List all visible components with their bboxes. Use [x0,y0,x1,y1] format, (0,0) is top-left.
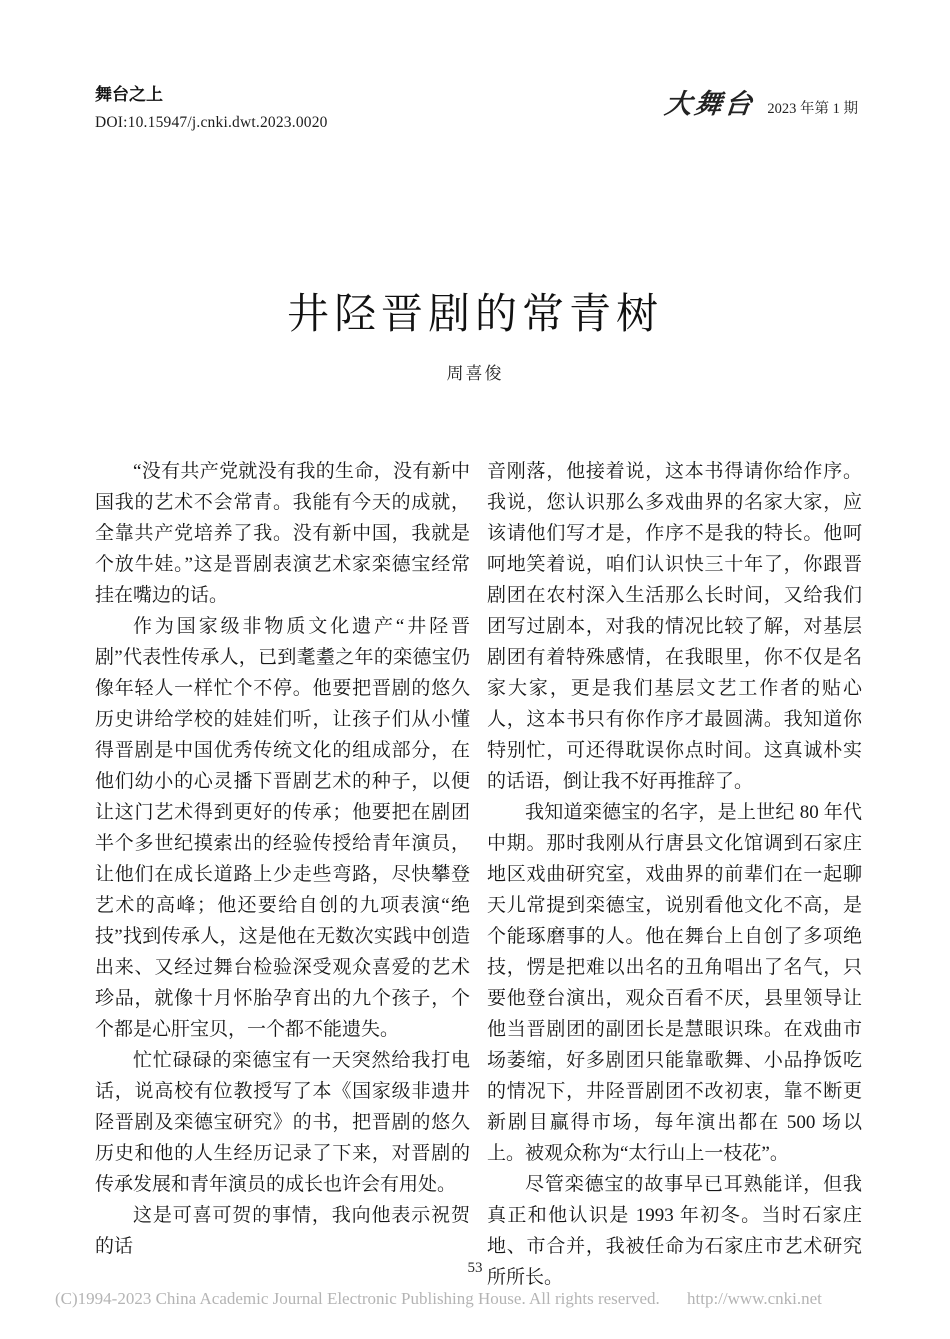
section-title: 舞台之上 [95,85,163,104]
article-body [95,456,862,1293]
page-number: 53 [467,1260,483,1276]
copyright-url: http://www.cnki.net [687,1289,822,1308]
paragraph: 尽管栾德宝的故事早已耳熟能详，但我真正和他认识是 1993 年初冬。当时石家庄地、市合并，我被任命为石家庄市艺术研究所所长。 [487,1174,862,1288]
page-header-right [665,82,858,121]
paragraph: 我知道栾德宝的名字，是上世纪 80 年代中期。那时我刚从行唐县文化馆调到石家庄地区戏曲研究室，戏曲界的前辈们在一起聊天儿常提到栾德宝，说别看他文化不高，是个能琢磨事的人。他在舞台上自创了多项绝技，愣是把难以出名的丑角唱出了名气，只要他登台演出，观众百看不厌，县里领导让他当晋剧团的副团长是慧眼识珠。在戏曲市场萎缩，好多剧团只能靠歌舞、小品挣饭吃的情况下，井陉晋剧团不改初衷，靠不断更新剧目赢得市场，每年演出都在 500 场以上。被观众称为“太行山上一枝花”。 [487,802,862,1164]
copyright-text: (C)1994-2023 China Academic Journal Electronic Publishing House. All rights reserved. [55,1289,660,1308]
paragraph: 音刚落，他接着说，这本书得请你给作序。我说，您认识那么多戏曲界的名家大家，应该请他们写才是，作序不是我的特长。他呵呵地笑着说，咱们认识快三十年了，你跟晋剧团在农村深入生活那么长时间，又给我们团写过剧本，对我的情况比较了解，对基层剧团有着特殊感情，在我眼里，你不仅是名家大家，更是我们基层文艺工作者的贴心人，这本书只有你作序才最圆满。我知道你特别忙，可还得耽误你点时间。这真诚朴实的话语，倒让我不好再推辞了。 [487,461,862,792]
page-header-left [95,80,328,132]
paragraph: “没有共产党就没有我的生命，没有新中国我的艺术不会常青。我能有今天的成就，全靠共产党培养了我。没有新中国，我就是个放牛娃。”这是晋剧表演艺术家栾德宝经常挂在嘴边的话。 [95,461,470,606]
doi-text: DOI:10.15947/j.cnki.dwt.2023.0020 [95,114,328,131]
article-title: 井陉晋剧的常青树 [286,290,663,337]
body-column-left [95,456,470,1293]
paragraph: 作为国家级非物质文化遗产“井陉晋剧”代表性传承人，已到耄耋之年的栾德宝仍像年轻人一样忙个不停。他要把晋剧的悠久历史讲给学校的娃娃们听，让孩子们从小懂得晋剧是中国优秀传统文化的组成部分，在他们幼小的心灵播下晋剧艺术的种子，以便让这门艺术得到更好的传承；他要把在剧团半个多世纪摸索出的经验传授给青年演员，让他们在成长道路上少走些弯路，尽快攀登艺术的高峰；他还要给自创的九项表演“绝技”找到传承人，这是他在无数次实践中创造出来、又经过舞台检验深受观众喜爱的艺术珍品，就像十月怀胎孕育出的九个孩子，个个都是心肝宝贝，一个都不能遗失。 [95,616,470,1040]
paragraph: 这是可喜可贺的事情，我向他表示祝贺的话 [95,1205,470,1257]
journal-logo: 大舞台 [663,89,757,120]
issue-label: 2023 年第 1 期 [767,101,858,117]
body-column-right [487,456,862,1293]
paragraph: 忙忙碌碌的栾德宝有一天突然给我打电话，说高校有位教授写了本《国家级非遗井陉晋剧及栾德宝研究》的书，把晋剧的悠久历史和他的人生经历记录了下来，对晋剧的传承发展和青年演员的成长也许会有用处。 [95,1050,470,1195]
author-name: 周喜俊 [446,364,504,383]
copyright-notice [55,1289,910,1309]
